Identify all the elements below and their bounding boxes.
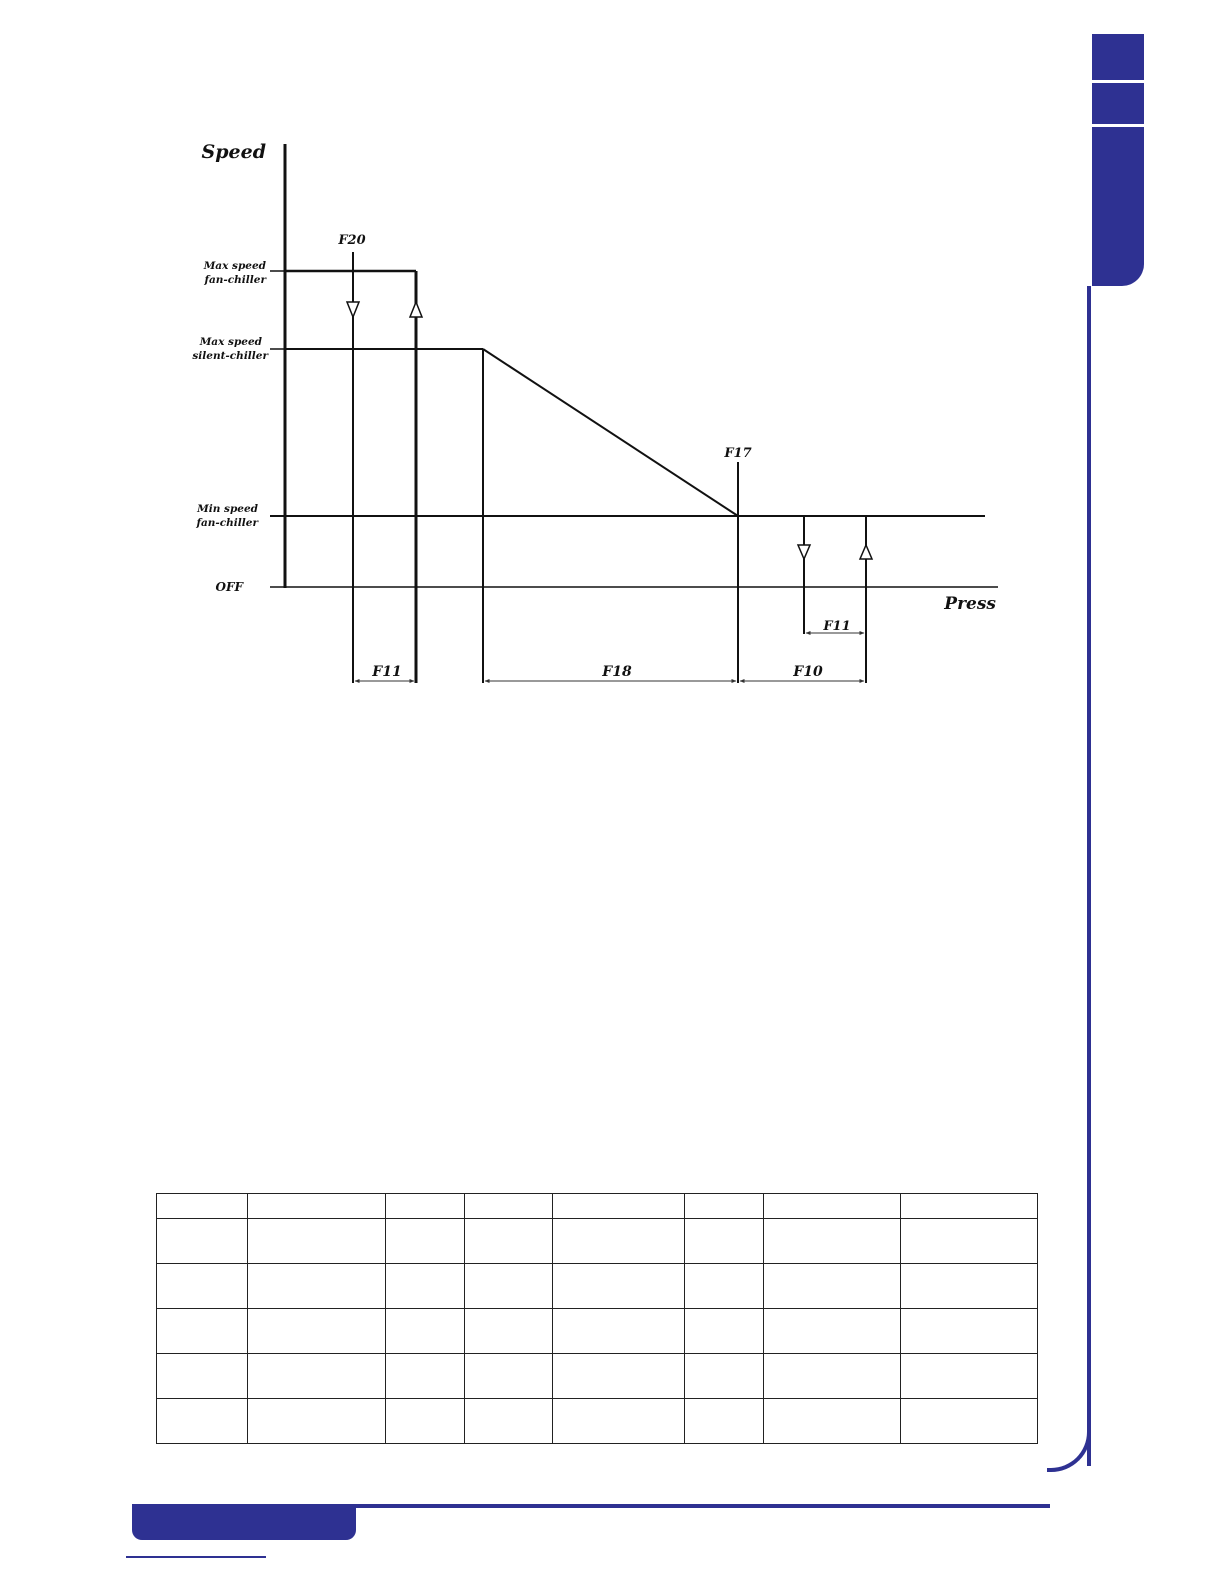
table-cell: [248, 1194, 386, 1219]
table-cell: [465, 1219, 553, 1264]
table-header-row: [157, 1194, 1038, 1219]
min-fan-label-1: Min speed: [197, 503, 258, 515]
arrow-up-icon: [860, 545, 872, 559]
table-cell: [901, 1399, 1038, 1444]
table-cell: [553, 1264, 685, 1309]
table-cell: [901, 1194, 1038, 1219]
table-cell: [764, 1264, 901, 1309]
table-cell: [764, 1194, 901, 1219]
table-cell: [157, 1194, 248, 1219]
table-cell: [248, 1309, 386, 1354]
table-row: [157, 1264, 1038, 1309]
table-cell: [764, 1219, 901, 1264]
param-f11-right: F11: [823, 619, 851, 634]
off-label: OFF: [215, 580, 243, 594]
table-cell: [465, 1354, 553, 1399]
table-cell: [764, 1309, 901, 1354]
table-cell: [386, 1194, 465, 1219]
table-cell: [386, 1354, 465, 1399]
table-cell: [553, 1194, 685, 1219]
table-cell: [553, 1399, 685, 1444]
param-f10: F10: [793, 664, 823, 680]
table-cell: [248, 1219, 386, 1264]
page-frame-bottom: [330, 1504, 1050, 1508]
table-cell: [248, 1354, 386, 1399]
table-cell: [386, 1399, 465, 1444]
max-fan-label-2: fan-chiller: [204, 274, 266, 286]
footer-tab: [132, 1504, 356, 1540]
param-f20: F20: [338, 233, 366, 248]
param-f18: F18: [602, 664, 632, 680]
table-cell: [553, 1309, 685, 1354]
arrow-down-icon: [347, 302, 359, 317]
table-cell: [901, 1219, 1038, 1264]
table-cell: [685, 1194, 764, 1219]
table-cell: [157, 1309, 248, 1354]
table-cell: [157, 1354, 248, 1399]
table-cell: [386, 1219, 465, 1264]
table-cell: [465, 1264, 553, 1309]
min-fan-label-2: fan-chiller: [196, 517, 258, 529]
page-frame-corner: [1047, 1428, 1091, 1472]
x-axis-label: Press: [944, 594, 996, 614]
table-cell: [248, 1399, 386, 1444]
table-cell: [465, 1194, 553, 1219]
table-cell: [685, 1399, 764, 1444]
arrow-up-icon: [410, 302, 422, 317]
table-cell: [901, 1264, 1038, 1309]
parameter-table-body: [157, 1194, 1038, 1444]
table-cell: [386, 1264, 465, 1309]
table-cell: [465, 1399, 553, 1444]
table-cell: [157, 1264, 248, 1309]
table-cell: [764, 1354, 901, 1399]
max-silent-label-1: Max speed: [199, 336, 262, 348]
table-row: [157, 1399, 1038, 1444]
arrow-down-icon: [798, 545, 810, 559]
table-cell: [901, 1309, 1038, 1354]
table-cell: [685, 1354, 764, 1399]
parameter-table: [156, 1193, 1038, 1444]
fan-speed-regulation-diagram: [0, 0, 1224, 760]
max-silent-label-2: silent-chiller: [192, 350, 268, 362]
table-cell: [764, 1399, 901, 1444]
param-f17: F17: [724, 446, 752, 461]
param-f11-left: F11: [372, 664, 402, 680]
table-cell: [248, 1264, 386, 1309]
table-cell: [465, 1309, 553, 1354]
table-cell: [901, 1354, 1038, 1399]
max-fan-label-1: Max speed: [203, 260, 266, 272]
footer-underline: [126, 1556, 266, 1558]
table-cell: [553, 1354, 685, 1399]
y-axis-label: Speed: [201, 141, 266, 163]
table-cell: [685, 1309, 764, 1354]
table-cell: [157, 1399, 248, 1444]
table-row: [157, 1354, 1038, 1399]
table-cell: [386, 1309, 465, 1354]
table-cell: [157, 1219, 248, 1264]
table-row: [157, 1309, 1038, 1354]
table-cell: [553, 1219, 685, 1264]
table-cell: [685, 1219, 764, 1264]
table-row: [157, 1219, 1038, 1264]
proportional-ramp: [483, 349, 738, 516]
table-cell: [685, 1264, 764, 1309]
